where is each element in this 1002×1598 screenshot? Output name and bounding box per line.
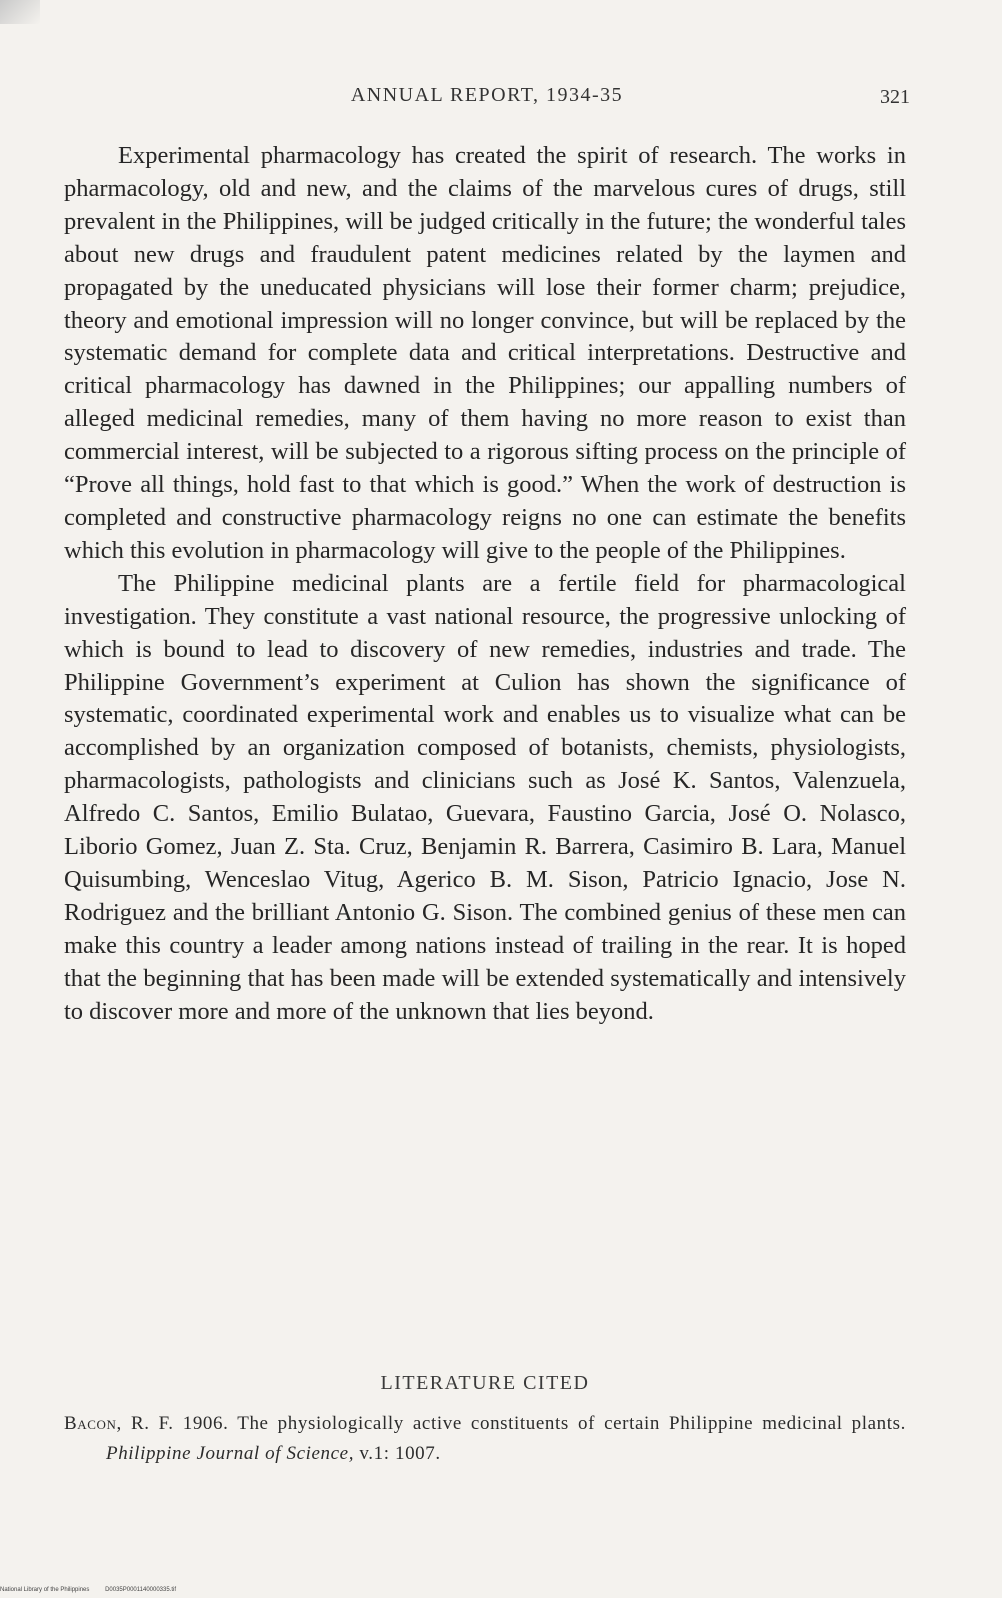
paragraph-medicinal-plants: The Philippine medicinal plants are a fertile field for pharmacological investigation. They constitute a vast national resource, the progressive unlocking of which is bound to lead to discovery of new remedies, industries and trade. The Philippine Government’s experiment at Culion has shown the significance of systematic, coordinated experimental work and enables us to visualize what can be accomplished by an organization composed of botanists, chemists, physiologists, pharmacologists, pathologists and clinicians such as José K. Santos, Valenzuela, Alfredo C. Santos, Emilio Bulatao, Guevara, Faustino Garcia, José O. Nolasco, Liborio Gomez, Juan Z. Sta. Cruz, Benjamin R. Barrera, Casimiro B. Lara, Manuel Quisumbing, Wenceslao Vitug, Agerico B. M. Sison, Patricio Ignacio, Jose N. Rodriguez and the brilliant Antonio G. Sison. The combined genius of these men can make this country a leader among nations instead of trailing in the rear. It is hoped that the beginning that has been made will be extended systematically and intensively to discover more and more of the unknown that lies beyond. xyxy=(64,569,906,1025)
footer-identifier: D0035P0001140000335.tif xyxy=(105,1587,177,1593)
page-header xyxy=(64,84,910,114)
scan-corner-shadow xyxy=(0,0,40,24)
scan-footer xyxy=(0,1587,190,1593)
footer-source: National Library of the Philippines xyxy=(0,1587,90,1593)
reference-year: 1906. xyxy=(182,1413,229,1434)
reference-title: The physiologically active constituents of certain Philippine medicinal plants. xyxy=(237,1413,906,1434)
reference-entry xyxy=(64,1409,906,1469)
reference-journal: Philippine Journal of Science, xyxy=(106,1443,355,1464)
reference-volume: v.1: 1007. xyxy=(359,1443,441,1464)
body-text xyxy=(64,140,906,1028)
page-number: 321 xyxy=(880,86,910,108)
paragraph-pharmacology-research: Experimental pharmacology has created the spirit of research. The works in pharmacology, old and new, and the claims of the marvelous cures of drugs, still prevalent in the Philippines, will be judged critically in the future; the wonderful tales about new drugs and fraudulent patent medicines related by the laymen and propagated by the uneducated physicians will lose their former charm; prejudice, theory and emotional impression will no longer convince, but will be replaced by the systematic demand for complete data and critical interpretations. Destructive and critical pharmacology has dawned in the Philippines; our appalling numbers of alleged medicinal remedies, many of them having no more reason to exist than commercial interest, will be subjected to a rigorous sifting process on the principle of “Prove all things, hold fast to that which is good.” When the work of destruction is completed and constructive pharmacology reigns no one can estimate the benefits which this evolution in pharmacology will give to the people of the Philippines. xyxy=(64,142,906,564)
running-head: ANNUAL REPORT, 1934-35 xyxy=(350,84,624,106)
literature-cited-heading: LITERATURE CITED xyxy=(380,1372,590,1394)
reference-author: Bacon, R. F. xyxy=(64,1413,174,1434)
